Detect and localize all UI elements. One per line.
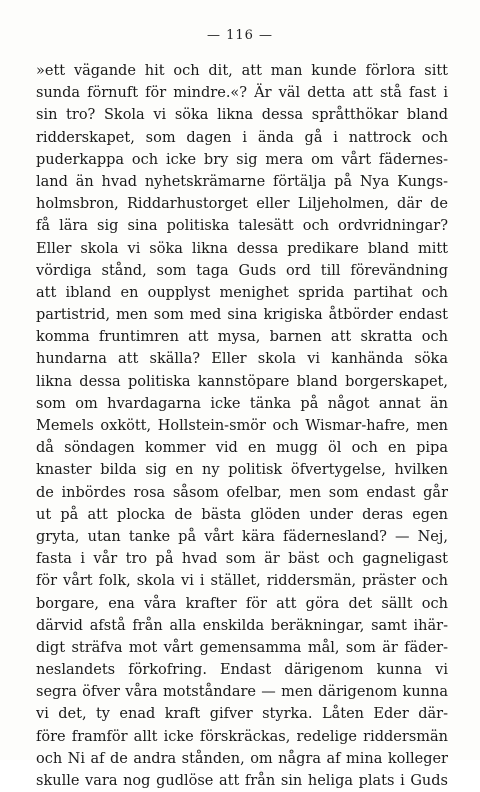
text-line: land än hvad nyhetskrämarne förtälja på Nya Kungs-: [36, 173, 448, 190]
text-line: före framför allt icke förskräckas, redelige riddersmän: [36, 728, 448, 745]
text-line: därvid afstå från alla enskilda beräkningar, samt ihär-: [36, 617, 448, 634]
text-line: att ibland en oupplyst menighet sprida partihat och: [36, 284, 448, 301]
text-line: sin tro? Skola vi söka likna dessa språtthökar bland: [36, 107, 448, 124]
text-line: vördiga stånd, som taga Guds ord till förevändning: [36, 262, 448, 279]
text-line: då söndagen kommer vid en mugg öl och en pipa: [36, 440, 448, 457]
text-line: de inbördes rosa såsom ofelbar, men som endast går: [36, 484, 448, 501]
text-line: Eller skola vi söka likna dessa predikare bland mitt: [36, 240, 448, 257]
text-line: ridderskapet, som dagen i ända gå i nattrock och: [36, 129, 448, 146]
page-body-text: [36, 60, 448, 792]
text-line: sunda förnuft för mindre.«? Är väl detta att stå fast i: [36, 85, 448, 102]
text-line: Memels oxkött, Hollstein-smör och Wismar-hafre, men: [36, 418, 448, 434]
text-line: som om hvardagarna icke tänka på något annat än: [36, 395, 448, 412]
text-line: borgare, ena våra krafter för att göra det sällt och: [36, 595, 448, 612]
text-line: och Ni af de andra stånden, om några af mina kolleger: [36, 750, 448, 767]
text-line: puderkappa och icke bry sig mera om vårt fädernes-: [36, 151, 448, 168]
text-line: hundarna att skälla? Eller skola vi kanhända söka: [36, 351, 448, 368]
text-line: digt sträfva mot vårt gemensamma mål, som är fäder-: [36, 639, 448, 656]
text-line: komma fruntimren att mysa, barnen att skratta och: [36, 329, 448, 346]
page-number-header: — 116 —: [206, 28, 274, 43]
text-line: neslandets förkofring. Endast därigenom kunna vi: [36, 662, 448, 679]
text-line: få lära sig sina politiska talesätt och ordvridningar?: [36, 218, 448, 235]
text-line: partistrid, men som med sina krigiska åtbörder endast: [36, 307, 448, 324]
text-line: knaster bilda sig en ny politisk öfvertygelse, hvilken: [36, 462, 448, 479]
text-line: vi det, ty enad kraft gifver styrka. Låten Eder där-: [36, 706, 448, 723]
text-line: för vårt folk, skola vi i stället, riddersmän, präster och: [36, 573, 448, 590]
text-line: fasta i vår tro på hvad som är bäst och gagneligast: [36, 551, 448, 568]
text-line: likna dessa politiska kannstöpare bland borgerskapet,: [36, 373, 448, 390]
text-line: segra öfver våra motståndare — men därigenom kunna: [36, 684, 448, 701]
text-line: ut på att plocka de bästa glöden under deras egen: [36, 506, 448, 523]
text-line: holmsbron, Riddarhustorget eller Liljeholmen, där de: [36, 196, 448, 213]
text-line: gryta, utan tanke på vårt kära fädernesland? — Nej,: [36, 528, 448, 545]
text-line: »ett vägande hit och dit, att man kunde förlora sitt: [36, 63, 448, 79]
text-line: skulle vara nog gudlöse att från sin heliga plats i Guds: [36, 773, 448, 789]
